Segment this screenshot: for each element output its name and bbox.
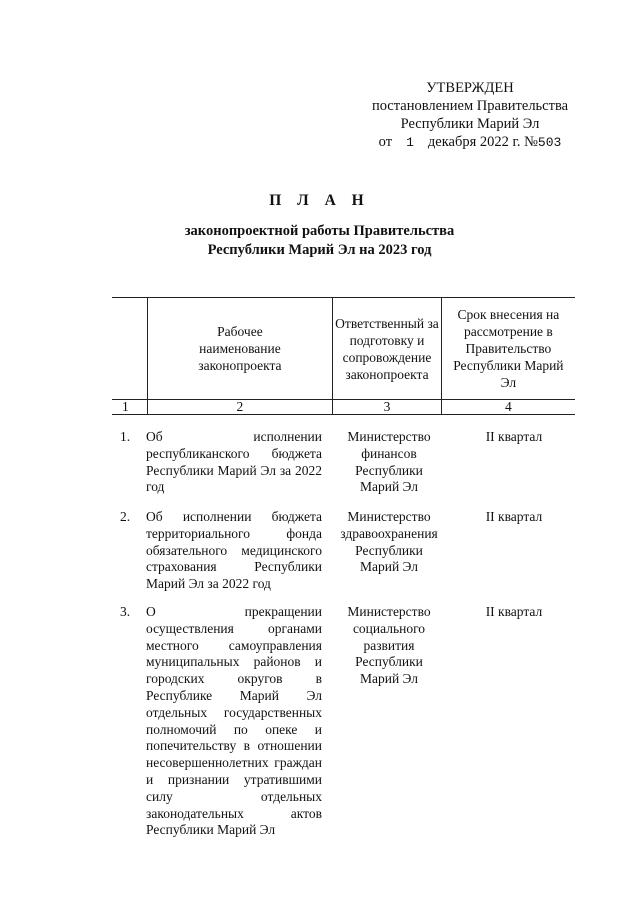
column-number-1: 1: [112, 400, 147, 415]
row-name: Об исполнении бюджета территориального фонда обязательного медицинского страхования Республики Марий Эл за 2022 год: [146, 509, 322, 592]
approval-day: 1: [406, 135, 414, 150]
approval-date-rest: декабря 2022 г. №: [427, 134, 538, 150]
row-name: Об исполнении республиканского бюджета Республики Марий Эл за 2022 год: [146, 429, 322, 495]
row-deadline: II квартал: [485, 604, 543, 619]
header-responsible: Ответственный за подготовку и сопровождение законопроекта: [333, 298, 442, 400]
plan-subtitle: [0, 222, 639, 260]
row-responsible: Министерство социального развития Республики Марий Эл: [347, 604, 431, 687]
approval-number: 503: [537, 135, 562, 150]
row-name: О прекращении осуществления органами местного самоуправления муниципальных районов и городских округов в Республике Марий Эл отдельных государственных полномочий по опеке и попечительству в отношении несовершеннолетних граждан и признании утратившими силу отдельных законодательных актов Республики Марий Эл: [146, 604, 322, 838]
approval-date-prefix: от: [378, 134, 393, 150]
approval-line-2: Республики Марий Эл: [400, 116, 540, 132]
row-number: 1.: [120, 429, 131, 444]
column-number-4: 4: [441, 400, 575, 415]
header-deadline: Срок внесения на рассмотрение в Правительство Республики Марий Эл: [441, 298, 575, 400]
subtitle-line-2: Республики Марий Эл на 2023 год: [207, 242, 432, 258]
approval-title: УТВЕРЖДЕН: [426, 80, 514, 96]
row-responsible: Министерство здравоохранения Республики Марий Эл: [340, 509, 438, 575]
subtitle-line-1: законопроектной работы Правительства: [184, 223, 455, 239]
column-number-2: 2: [147, 400, 333, 415]
approval-block: [350, 79, 590, 152]
row-deadline: II квартал: [485, 509, 543, 524]
row-deadline: II квартал: [485, 429, 543, 444]
row-responsible: Министерство финансов Республики Марий Эл: [347, 429, 431, 495]
header-number-cell: [112, 298, 147, 400]
plan-title: П Л А Н: [269, 192, 370, 209]
approval-line-1: постановлением Правительства: [371, 98, 569, 114]
row-number: 2.: [120, 509, 131, 524]
header-name: Рабочее наименование законопроекта: [147, 298, 333, 400]
approval-date: [350, 133, 590, 152]
column-number-3: 3: [333, 400, 442, 415]
row-number: 3.: [120, 604, 131, 619]
plan-table-header: [112, 297, 575, 415]
